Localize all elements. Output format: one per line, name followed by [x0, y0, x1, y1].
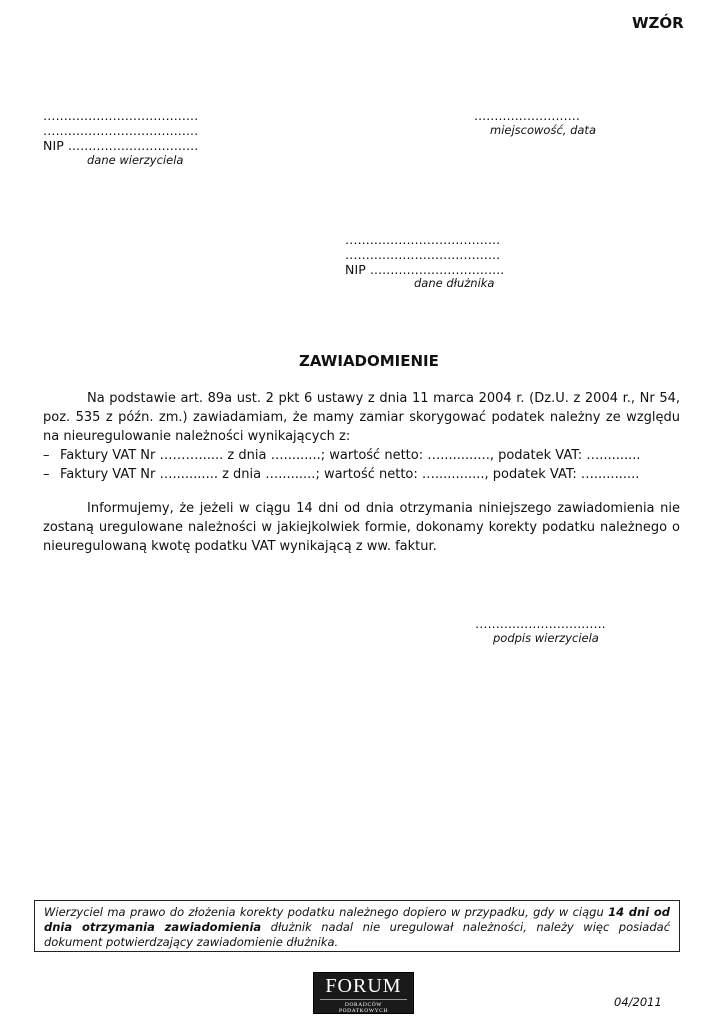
- notice-paragraph: [43, 499, 680, 556]
- version-label: 04/2011: [614, 995, 662, 1009]
- place-date-line[interactable]: ..........................: [474, 108, 580, 123]
- logo-main-text: FORUM: [325, 975, 402, 997]
- list-bullet: –: [43, 448, 50, 463]
- forum-logo: [313, 972, 414, 1014]
- signature-caption: podpis wierzyciela: [493, 631, 599, 645]
- invoice-item-text[interactable]: Faktury VAT Nr ………...... z dnia ….........; wartość netto: …............, podatek VAT: …..........: [60, 448, 641, 463]
- creditor-caption: dane wierzyciela: [87, 153, 184, 167]
- note-bold-text: 14 dni od dnia otrzymania zawiadomienia: [44, 905, 670, 934]
- note-text-1: Wierzyciel ma prawo do złożenia korekty podatku należnego dopiero w przypadku, gdy w ciągu: [44, 905, 609, 919]
- creditor-name-line[interactable]: …...................................: [43, 108, 199, 123]
- template-label: WZÓR: [632, 14, 684, 32]
- list-bullet: –: [43, 467, 50, 482]
- invoice-item: [43, 465, 683, 484]
- place-date-caption: miejscowość, data: [490, 123, 596, 137]
- legal-note-box: [34, 900, 680, 952]
- creditor-address-line[interactable]: …...................................: [43, 123, 199, 138]
- invoice-list: [43, 446, 683, 484]
- debtor-address-line[interactable]: …...................................: [345, 247, 501, 262]
- notice-paragraph-text: Informujemy, że jeżeli w ciągu 14 dni od dnia otrzymania niniejszego zawiadomienia nie zostaną uregulowane należności w jakiejkolwiek formie, dokonamy korekty podatku należnego o nieuregulowaną kwotę podatku VAT wynikającą z ww. faktur.: [43, 501, 680, 554]
- note-text-2: dłużnik nadal nie uregulował należności, należy więc posiadać dokument potwierdzający zawiadomienie dłużnika.: [44, 920, 671, 949]
- invoice-item: [43, 446, 683, 465]
- debtor-caption: dane dłużnika: [414, 276, 495, 290]
- debtor-nip-line[interactable]: NIP .................................: [345, 262, 505, 277]
- signature-line[interactable]: ….............................: [475, 616, 606, 631]
- creditor-nip-line[interactable]: NIP ................................: [43, 138, 199, 153]
- debtor-name-line[interactable]: …...................................: [345, 232, 501, 247]
- intro-paragraph: [43, 389, 680, 446]
- document-title: ZAWIADOMIENIE: [299, 352, 439, 370]
- intro-paragraph-text: Na podstawie art. 89a ust. 2 pkt 6 ustawy z dnia 11 marca 2004 r. (Dz.U. z 2004 r., Nr 54, poz. 535 z późn. zm.) zawiadamiam, że mamy zamiar skorygować podatek należny ze względu na nieuregulowanie należności wynikających z:: [43, 391, 680, 444]
- logo-sub-text: DORADCÓW PODATKOWYCH: [320, 999, 407, 1014]
- invoice-item-text[interactable]: Faktury VAT Nr …........... z dnia ….........; wartość netto: …............, podatek VAT: …...........: [60, 467, 640, 482]
